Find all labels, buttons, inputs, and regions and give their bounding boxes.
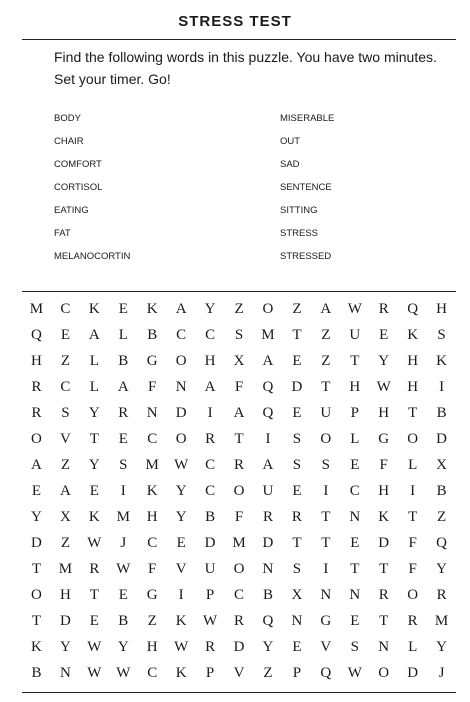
grid-letter: K: [175, 613, 187, 629]
grid-letter: Y: [436, 639, 448, 655]
grid-letter: U: [349, 327, 361, 343]
grid-letter: Y: [204, 301, 216, 317]
word-list-item: MELANOCORTIN: [54, 251, 131, 262]
grid-letter: T: [379, 561, 389, 577]
grid-letter: A: [262, 353, 274, 369]
grid-letter: A: [233, 405, 245, 421]
grid-letter: W: [347, 301, 362, 317]
grid-letter: W: [87, 535, 102, 551]
grid-letter: L: [350, 431, 360, 447]
grid-letter: Y: [88, 457, 100, 473]
word-search-grid: [22, 296, 456, 688]
grid-letter: S: [350, 639, 359, 655]
grid-letter: N: [59, 665, 71, 681]
grid-letter: D: [407, 665, 419, 681]
grid-letter: Z: [263, 665, 273, 681]
grid-row: [22, 348, 456, 374]
grid-letter: T: [408, 509, 418, 525]
title-divider: [22, 39, 456, 40]
grid-letter: T: [321, 535, 331, 551]
grid-letter: G: [146, 587, 158, 603]
grid-letter: W: [116, 665, 131, 681]
grid-letter: T: [292, 535, 302, 551]
grid-letter: F: [234, 379, 244, 395]
grid-letter: H: [146, 509, 158, 525]
grid-letter: H: [146, 639, 158, 655]
grid-letter: C: [60, 379, 71, 395]
grid-letter: L: [408, 639, 418, 655]
grid-letter: Q: [407, 301, 419, 317]
grid-letter: C: [205, 457, 216, 473]
grid-letter: M: [232, 535, 246, 551]
grid-letter: E: [118, 431, 128, 447]
word-list-item: MISERABLE: [280, 113, 335, 124]
grid-letter: O: [175, 353, 187, 369]
grid-letter: H: [349, 379, 361, 395]
grid-letter: Y: [117, 639, 129, 655]
grid-letter: C: [205, 483, 216, 499]
grid-letter: R: [291, 509, 302, 525]
grid-letter: C: [147, 431, 158, 447]
grid-letter: J: [438, 665, 445, 681]
grid-letter: W: [174, 639, 189, 655]
word-list-column-2: [280, 112, 334, 273]
grid-letter: D: [59, 613, 71, 629]
word-list-item: CHAIR: [54, 136, 84, 147]
grid-letter: I: [323, 561, 329, 577]
grid-letter: D: [31, 535, 42, 551]
grid-letter: S: [119, 457, 128, 473]
grid-letter: E: [176, 535, 186, 551]
grid-row: [22, 504, 456, 530]
grid-letter: D: [233, 639, 245, 655]
grid-letter: B: [118, 353, 129, 369]
grid-letter: O: [262, 301, 274, 317]
grid-letter: W: [376, 379, 391, 395]
grid-letter: R: [234, 613, 245, 629]
grid-letter: Y: [175, 509, 187, 525]
grid-letter: U: [204, 561, 216, 577]
grid-letter: Z: [292, 301, 302, 317]
word-list-item: CORTISOL: [54, 182, 103, 193]
grid-letter: V: [233, 665, 245, 681]
grid-top-divider: [22, 291, 456, 292]
grid-letter: R: [118, 405, 129, 421]
grid-letter: T: [350, 353, 360, 369]
grid-letter: O: [233, 483, 245, 499]
word-list-item: SITTING: [280, 205, 318, 216]
grid-letter: L: [89, 379, 99, 395]
grid-letter: F: [379, 457, 388, 473]
grid-letter: T: [350, 561, 360, 577]
grid-row: [22, 322, 456, 348]
grid-letter: Q: [262, 379, 274, 395]
grid-letter: W: [87, 665, 102, 681]
grid-letter: A: [117, 379, 129, 395]
grid-letter: I: [265, 431, 271, 447]
grid-letter: C: [147, 665, 158, 681]
grid-row: [22, 374, 456, 400]
grid-letter: F: [148, 561, 157, 577]
grid-letter: E: [350, 613, 360, 629]
grid-letter: K: [88, 301, 100, 317]
grid-letter: S: [292, 561, 302, 577]
grid-letter: T: [234, 431, 244, 447]
grid-letter: T: [31, 561, 42, 577]
grid-letter: S: [437, 327, 446, 343]
grid-letter: K: [436, 353, 448, 369]
grid-letter: C: [176, 327, 187, 343]
grid-letter: E: [292, 405, 302, 421]
grid-letter: L: [118, 327, 128, 343]
grid-letter: R: [205, 639, 216, 655]
grid-letter: M: [261, 327, 275, 343]
grid-letter: G: [146, 353, 158, 369]
grid-letter: T: [321, 379, 331, 395]
grid-letter: O: [407, 431, 419, 447]
grid-letter: E: [89, 483, 99, 499]
grid-row: [22, 530, 456, 556]
grid-letter: N: [378, 639, 390, 655]
grid-letter: R: [31, 405, 42, 421]
grid-letter: S: [292, 457, 302, 473]
word-list-item: BODY: [54, 113, 81, 124]
grid-letter: S: [234, 327, 244, 343]
grid-letter: C: [205, 327, 216, 343]
grid-letter: I: [410, 483, 416, 499]
grid-letter: N: [320, 587, 332, 603]
grid-letter: Q: [436, 535, 448, 551]
grid-letter: T: [292, 327, 302, 343]
grid-letter: Y: [59, 639, 71, 655]
grid-letter: N: [291, 613, 303, 629]
instructions: [54, 46, 454, 90]
grid-row: [22, 426, 456, 452]
grid-row: [22, 478, 456, 504]
grid-letter: I: [207, 405, 213, 421]
grid-letter: D: [436, 431, 448, 447]
grid-letter: Y: [88, 405, 100, 421]
grid-letter: W: [87, 639, 102, 655]
grid-letter: O: [320, 431, 332, 447]
word-list-item: STRESS: [280, 228, 319, 239]
grid-letter: V: [59, 431, 71, 447]
grid-letter: Z: [321, 353, 331, 369]
grid-letter: N: [146, 405, 158, 421]
grid-letter: H: [436, 301, 448, 317]
grid-letter: K: [407, 327, 419, 343]
grid-letter: W: [174, 457, 189, 473]
word-list-item: OUT: [280, 136, 301, 147]
grid-letter: E: [60, 327, 70, 343]
word-list-column-1: [54, 112, 130, 273]
grid-letter: B: [118, 613, 129, 629]
grid-letter: H: [59, 587, 71, 603]
grid-letter: A: [262, 457, 274, 473]
grid-letter: L: [89, 353, 99, 369]
grid-letter: P: [350, 405, 359, 421]
grid-letter: R: [234, 457, 245, 473]
grid-letter: E: [31, 483, 42, 499]
grid-letter: M: [434, 613, 449, 629]
grid-letter: A: [59, 483, 71, 499]
grid-letter: H: [407, 353, 419, 369]
grid-letter: C: [60, 301, 71, 317]
grid-letter: B: [147, 327, 158, 343]
grid-letter: B: [436, 405, 447, 421]
grid-letter: H: [407, 379, 419, 395]
grid-letter: Z: [147, 613, 157, 629]
grid-letter: Q: [320, 665, 332, 681]
word-list-item: SENTENCE: [280, 182, 332, 193]
grid-letter: T: [89, 431, 99, 447]
grid-letter: G: [320, 613, 332, 629]
grid-row: [22, 296, 456, 322]
grid-letter: T: [321, 509, 331, 525]
grid-row: [22, 452, 456, 478]
grid-letter: R: [262, 509, 273, 525]
grid-letter: E: [350, 457, 360, 473]
grid-letter: C: [147, 535, 158, 551]
word-list-item: COMFORT: [54, 159, 102, 170]
grid-letter: P: [205, 587, 215, 603]
grid-letter: Y: [31, 509, 42, 525]
grid-letter: Z: [60, 535, 70, 551]
grid-letter: K: [378, 509, 390, 525]
grid-letter: T: [408, 405, 418, 421]
grid-letter: E: [89, 613, 99, 629]
grid-letter: O: [31, 587, 42, 603]
grid-row: [22, 400, 456, 426]
grid-letter: I: [178, 587, 184, 603]
grid-letter: E: [292, 483, 302, 499]
grid-letter: E: [292, 353, 302, 369]
grid-letter: O: [31, 431, 42, 447]
grid-letter: U: [320, 405, 332, 421]
grid-letter: O: [175, 431, 187, 447]
grid-letter: E: [292, 639, 302, 655]
grid-letter: O: [233, 561, 245, 577]
grid-letter: W: [116, 561, 131, 577]
word-list-item: FAT: [54, 228, 71, 239]
grid-row: [22, 660, 456, 686]
grid-letter: A: [88, 327, 100, 343]
grid-letter: P: [292, 665, 302, 681]
grid-letter: N: [262, 561, 274, 577]
word-list-item: EATING: [54, 205, 89, 216]
grid-letter: B: [31, 665, 42, 681]
grid-letter: R: [407, 613, 418, 629]
grid-letter: F: [408, 561, 417, 577]
grid-letter: X: [59, 509, 71, 525]
grid-letter: A: [204, 379, 216, 395]
grid-letter: R: [205, 431, 216, 447]
grid-letter: J: [120, 535, 127, 551]
instructions-line-1: Find the following words in this puzzle. You have two minutes.: [54, 49, 437, 65]
grid-letter: L: [408, 457, 418, 473]
grid-letter: W: [347, 665, 362, 681]
grid-letter: O: [407, 587, 419, 603]
grid-letter: S: [61, 405, 70, 421]
grid-letter: E: [118, 587, 128, 603]
grid-letter: Y: [175, 483, 187, 499]
grid-letter: D: [175, 405, 187, 421]
grid-letter: Y: [436, 561, 448, 577]
grid-letter: Z: [234, 301, 244, 317]
grid-letter: R: [378, 587, 389, 603]
grid-letter: N: [349, 587, 361, 603]
grid-letter: T: [379, 613, 389, 629]
grid-letter: C: [349, 483, 360, 499]
grid-letter: I: [120, 483, 126, 499]
grid-letter: D: [204, 535, 216, 551]
word-list-item: SAD: [280, 159, 300, 170]
grid-letter: V: [320, 639, 332, 655]
grid-letter: E: [350, 535, 360, 551]
grid-letter: H: [31, 353, 42, 369]
grid-letter: W: [203, 613, 218, 629]
grid-letter: K: [88, 509, 100, 525]
grid-letter: Z: [437, 509, 447, 525]
grid-letter: X: [291, 587, 303, 603]
grid-row: [22, 608, 456, 634]
grid-row: [22, 634, 456, 660]
grid-letter: B: [436, 483, 447, 499]
grid-letter: F: [234, 509, 244, 525]
grid-letter: U: [262, 483, 274, 499]
grid-letter: V: [175, 561, 187, 577]
grid-letter: A: [31, 457, 42, 473]
grid-letter: Z: [60, 353, 70, 369]
grid-letter: Q: [262, 405, 274, 421]
grid-letter: T: [31, 613, 42, 629]
grid-letter: K: [175, 665, 187, 681]
word-list-item: STRESSED: [280, 251, 332, 262]
grid-letter: Z: [321, 327, 331, 343]
grid-letter: R: [436, 587, 447, 603]
grid-letter: B: [205, 509, 216, 525]
grid-letter: D: [291, 379, 303, 395]
grid-bottom-divider: [22, 692, 456, 693]
grid-letter: H: [378, 483, 390, 499]
grid-letter: X: [436, 457, 448, 473]
grid-letter: T: [89, 587, 99, 603]
grid-letter: S: [292, 431, 302, 447]
grid-letter: I: [439, 379, 445, 395]
grid-letter: M: [145, 457, 159, 473]
grid-letter: Q: [31, 327, 42, 343]
grid-letter: Z: [60, 457, 70, 473]
grid-letter: F: [148, 379, 157, 395]
grid-letter: F: [408, 535, 417, 551]
grid-letter: H: [204, 353, 216, 369]
grid-letter: O: [378, 665, 390, 681]
grid-letter: A: [175, 301, 187, 317]
grid-letter: E: [118, 301, 128, 317]
grid-letter: Q: [262, 613, 274, 629]
grid-row: [22, 556, 456, 582]
grid-letter: Y: [378, 353, 390, 369]
grid-letter: N: [175, 379, 187, 395]
instructions-line-2: Set your timer. Go!: [54, 71, 171, 87]
grid-letter: K: [31, 639, 42, 655]
grid-letter: M: [116, 509, 130, 525]
grid-letter: D: [262, 535, 274, 551]
grid-letter: H: [378, 405, 390, 421]
grid-letter: N: [349, 509, 361, 525]
grid-letter: C: [234, 587, 245, 603]
grid-letter: R: [89, 561, 100, 577]
grid-letter: R: [31, 379, 42, 395]
grid-letter: X: [233, 353, 245, 369]
grid-letter: D: [378, 535, 390, 551]
grid-letter: I: [323, 483, 329, 499]
grid-letter: K: [146, 301, 158, 317]
grid-letter: G: [378, 431, 390, 447]
grid-letter: M: [29, 301, 44, 317]
grid-letter: E: [379, 327, 389, 343]
grid-letter: M: [58, 561, 73, 577]
grid-letter: B: [262, 587, 273, 603]
grid-letter: K: [146, 483, 158, 499]
grid-letter: A: [320, 301, 332, 317]
grid-row: [22, 582, 456, 608]
grid-letter: R: [378, 301, 389, 317]
grid-letter: P: [205, 665, 215, 681]
grid-letter: Y: [262, 639, 274, 655]
grid-letter: S: [321, 457, 331, 473]
page-title: STRESS TEST: [178, 13, 292, 30]
